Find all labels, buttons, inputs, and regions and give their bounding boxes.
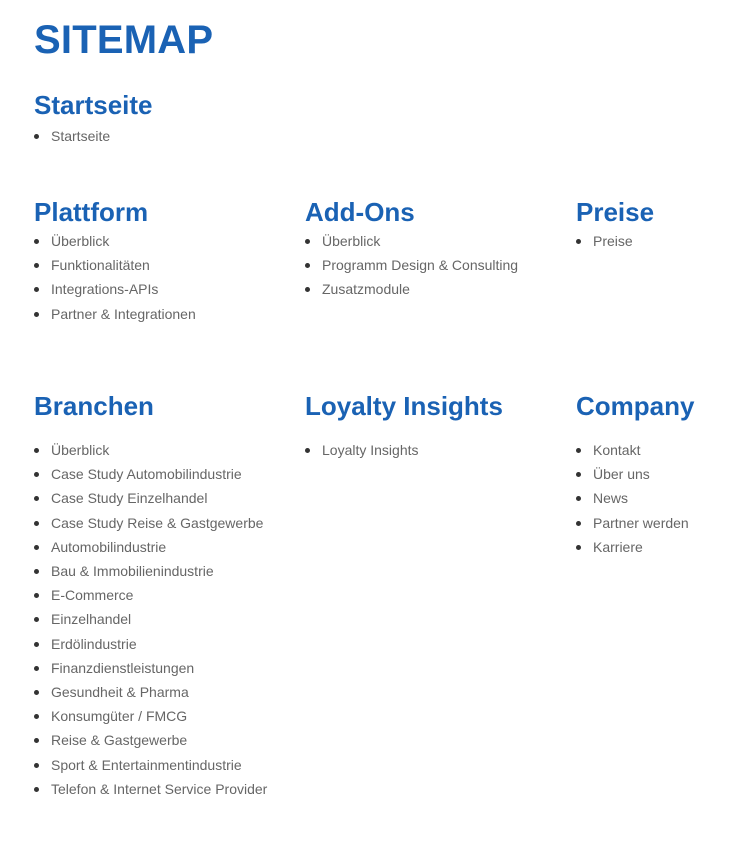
sitemap-link[interactable]: Überblick (322, 233, 381, 249)
sitemap-link[interactable]: Preise (593, 233, 633, 249)
list-item (34, 535, 281, 559)
sitemap-link[interactable]: Partner & Integrationen (51, 305, 196, 322)
sitemap-link[interactable]: Überblick (51, 233, 110, 249)
list-item (34, 753, 281, 777)
section-branchen (34, 389, 284, 801)
list-item (34, 583, 281, 607)
list-item (34, 462, 281, 486)
link-list-addons (305, 229, 555, 302)
link-list-branchen (34, 438, 284, 801)
list-item (34, 728, 281, 752)
sitemap-link[interactable]: Karriere (593, 538, 643, 555)
sitemap-link[interactable]: Reise & Gastgewerbe (51, 732, 188, 749)
sitemap-link[interactable]: Case Study Reise & Gastgewerbe (51, 514, 264, 531)
list-item (34, 656, 281, 680)
sitemap-link[interactable]: Finanzdienstleistungen (51, 659, 195, 676)
list-item (34, 253, 284, 277)
list-item (576, 229, 736, 253)
list-item (576, 462, 736, 486)
list-item (576, 511, 736, 535)
sitemap-link[interactable]: Überblick (51, 442, 110, 458)
list-item (34, 777, 281, 801)
list-item (576, 438, 736, 462)
list-item (305, 229, 555, 253)
sitemap-link[interactable]: Integrations-APIs (51, 281, 159, 298)
list-item (34, 486, 281, 510)
link-list-plattform (34, 229, 284, 326)
section-heading-addons: Add-Ons (305, 197, 415, 227)
link-list-preise (576, 229, 736, 253)
sitemap-link[interactable]: Funktionalitäten (51, 257, 150, 274)
list-item (34, 229, 284, 253)
section-heading-preise: Preise (576, 197, 655, 227)
list-item (305, 253, 555, 277)
list-item (305, 277, 555, 301)
sitemap-link[interactable]: Telefon & Internet Service Provider (51, 780, 268, 797)
list-item (34, 277, 284, 301)
list-item (34, 438, 281, 462)
sitemap-link[interactable]: Case Study Automobilindustrie (51, 466, 242, 483)
section-heading-startseite: Startseite (34, 90, 153, 120)
section-heading-branchen: Branchen (34, 391, 154, 421)
list-item (305, 438, 565, 462)
sitemap-link[interactable]: Gesundheit & Pharma (51, 684, 189, 701)
section-heading-company: Company (576, 391, 695, 421)
sitemap-link[interactable]: News (593, 490, 629, 507)
section-heading-plattform: Plattform (34, 197, 149, 227)
list-item (34, 124, 334, 148)
sitemap-link[interactable]: Sport & Entertainmentindustrie (51, 756, 242, 773)
sitemap-link[interactable]: Partner werden (593, 514, 689, 531)
list-item (34, 680, 281, 704)
list-item (34, 632, 281, 656)
sitemap-link[interactable]: E-Commerce (51, 587, 134, 604)
section-heading-loyalty-insights: Loyalty Insights (305, 391, 503, 421)
sitemap-link[interactable]: Bau & Immobilienindustrie (51, 563, 214, 580)
sitemap-link[interactable]: Loyalty Insights (322, 442, 419, 458)
list-item (34, 302, 284, 326)
sitemap-link[interactable]: Automobilindustrie (51, 538, 167, 555)
sitemap-link[interactable]: Über uns (593, 466, 650, 483)
section-plattform (34, 195, 284, 326)
link-list-startseite (34, 124, 334, 148)
link-list-loyalty-insights (305, 438, 565, 462)
list-item (34, 607, 281, 631)
sitemap-link[interactable]: Kontakt (593, 442, 641, 458)
sitemap-link[interactable]: Zusatzmodule (322, 281, 410, 298)
section-preise (576, 195, 736, 253)
link-list-company (576, 438, 736, 559)
sitemap-link[interactable]: Erdölindustrie (51, 635, 137, 652)
sitemap-link-startseite[interactable]: Startseite (51, 128, 111, 144)
section-loyalty-insights (305, 389, 565, 462)
list-item (576, 535, 736, 559)
section-startseite (34, 88, 334, 148)
sitemap-link[interactable]: Konsumgüter / FMCG (51, 708, 188, 725)
section-addons (305, 195, 555, 302)
section-company (576, 389, 736, 559)
list-item (34, 511, 281, 535)
list-item (34, 559, 281, 583)
sitemap-link[interactable]: Case Study Einzelhandel (51, 490, 208, 507)
page-title: SITEMAP (34, 18, 214, 62)
list-item (34, 704, 281, 728)
sitemap-link[interactable]: Programm Design & Consulting (322, 257, 519, 274)
sitemap-link[interactable]: Einzelhandel (51, 611, 132, 628)
list-item (576, 486, 736, 510)
